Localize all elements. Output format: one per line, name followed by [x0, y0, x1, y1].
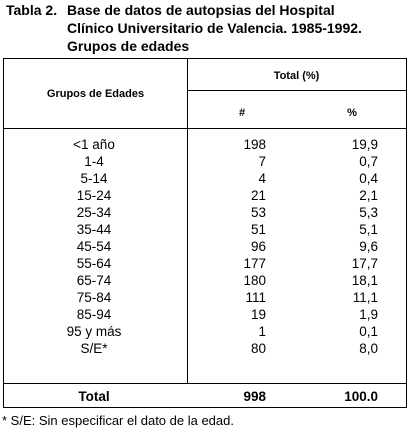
count-cell: 7 [258, 154, 266, 169]
age-group-cell: 1-4 [84, 154, 104, 169]
count-cell: 96 [250, 239, 266, 254]
age-group-cell: 15-24 [76, 188, 112, 203]
table-row [4, 187, 408, 204]
caption-label: Tabla 2. [6, 2, 58, 18]
header-percent: % [347, 107, 357, 119]
table-row [4, 323, 408, 340]
count-cell: 80 [250, 341, 266, 356]
age-group-cell: 85-94 [76, 307, 112, 322]
age-group-cell: 65-74 [76, 273, 112, 288]
total-row [4, 388, 408, 405]
age-group-cell: S/E* [80, 341, 108, 356]
percent-cell: 11,1 [352, 290, 378, 305]
percent-cell: 8,0 [359, 341, 378, 356]
header-divider [4, 128, 406, 129]
age-group-cell: 75-84 [76, 290, 112, 305]
total-divider [4, 383, 406, 384]
header-age-groups: Grupos de Edades [46, 88, 145, 100]
table-row [4, 306, 408, 323]
percent-cell: 5,3 [359, 205, 378, 220]
data-table [3, 58, 407, 408]
age-group-cell: 45-54 [76, 239, 112, 254]
count-cell: 177 [243, 256, 266, 271]
age-group-cell: 55-64 [76, 256, 112, 271]
percent-cell: 17,7 [351, 256, 378, 271]
table-row [4, 289, 408, 306]
total-label: Total [78, 389, 110, 404]
total-count: 998 [243, 389, 266, 404]
age-group-cell: <1 año [73, 137, 115, 152]
age-group-cell: 5-14 [80, 171, 108, 186]
percent-cell: 0,7 [359, 154, 378, 169]
count-cell: 21 [250, 188, 266, 203]
count-cell: 53 [250, 205, 266, 220]
percent-cell: 5,1 [359, 222, 378, 237]
table-row [4, 153, 408, 170]
table-row [4, 221, 408, 238]
percent-cell: 19,9 [351, 137, 378, 152]
count-cell: 111 [245, 290, 266, 305]
percent-cell: 0,4 [359, 171, 378, 186]
count-cell: 198 [243, 137, 266, 152]
age-group-cell: 25-34 [76, 205, 112, 220]
age-group-cell: 95 y más [66, 324, 122, 339]
caption-line-1: Base de datos de autopsias del Hospital [67, 2, 335, 18]
count-cell: 180 [243, 273, 266, 288]
table-row [4, 255, 408, 272]
count-cell: 1 [258, 324, 266, 339]
header-total-percent: Total (%) [273, 70, 320, 82]
table-row [4, 272, 408, 289]
table-row [4, 238, 408, 255]
percent-cell: 9,6 [359, 239, 378, 254]
table-row [4, 340, 408, 357]
count-cell: 51 [250, 222, 266, 237]
header-count: # [238, 107, 246, 119]
age-group-cell: 35-44 [76, 222, 112, 237]
percent-cell: 0,1 [359, 324, 378, 339]
percent-cell: 2,1 [359, 188, 378, 203]
table-row [4, 170, 408, 187]
caption-line-2: Clínico Universitario de Valencia. 1985-1992. [67, 20, 362, 36]
total-percent: 100.0 [344, 389, 378, 404]
table-footnote: * S/E: Sin especificar el dato de la edad. [2, 413, 234, 428]
table-row [4, 204, 408, 221]
percent-cell: 18,1 [351, 273, 378, 288]
caption-line-3: Grupos de edades [67, 38, 190, 54]
subheader-divider [187, 90, 406, 91]
percent-cell: 1,9 [359, 307, 378, 322]
table-row [4, 136, 408, 153]
count-cell: 19 [250, 307, 266, 322]
count-cell: 4 [258, 171, 266, 186]
